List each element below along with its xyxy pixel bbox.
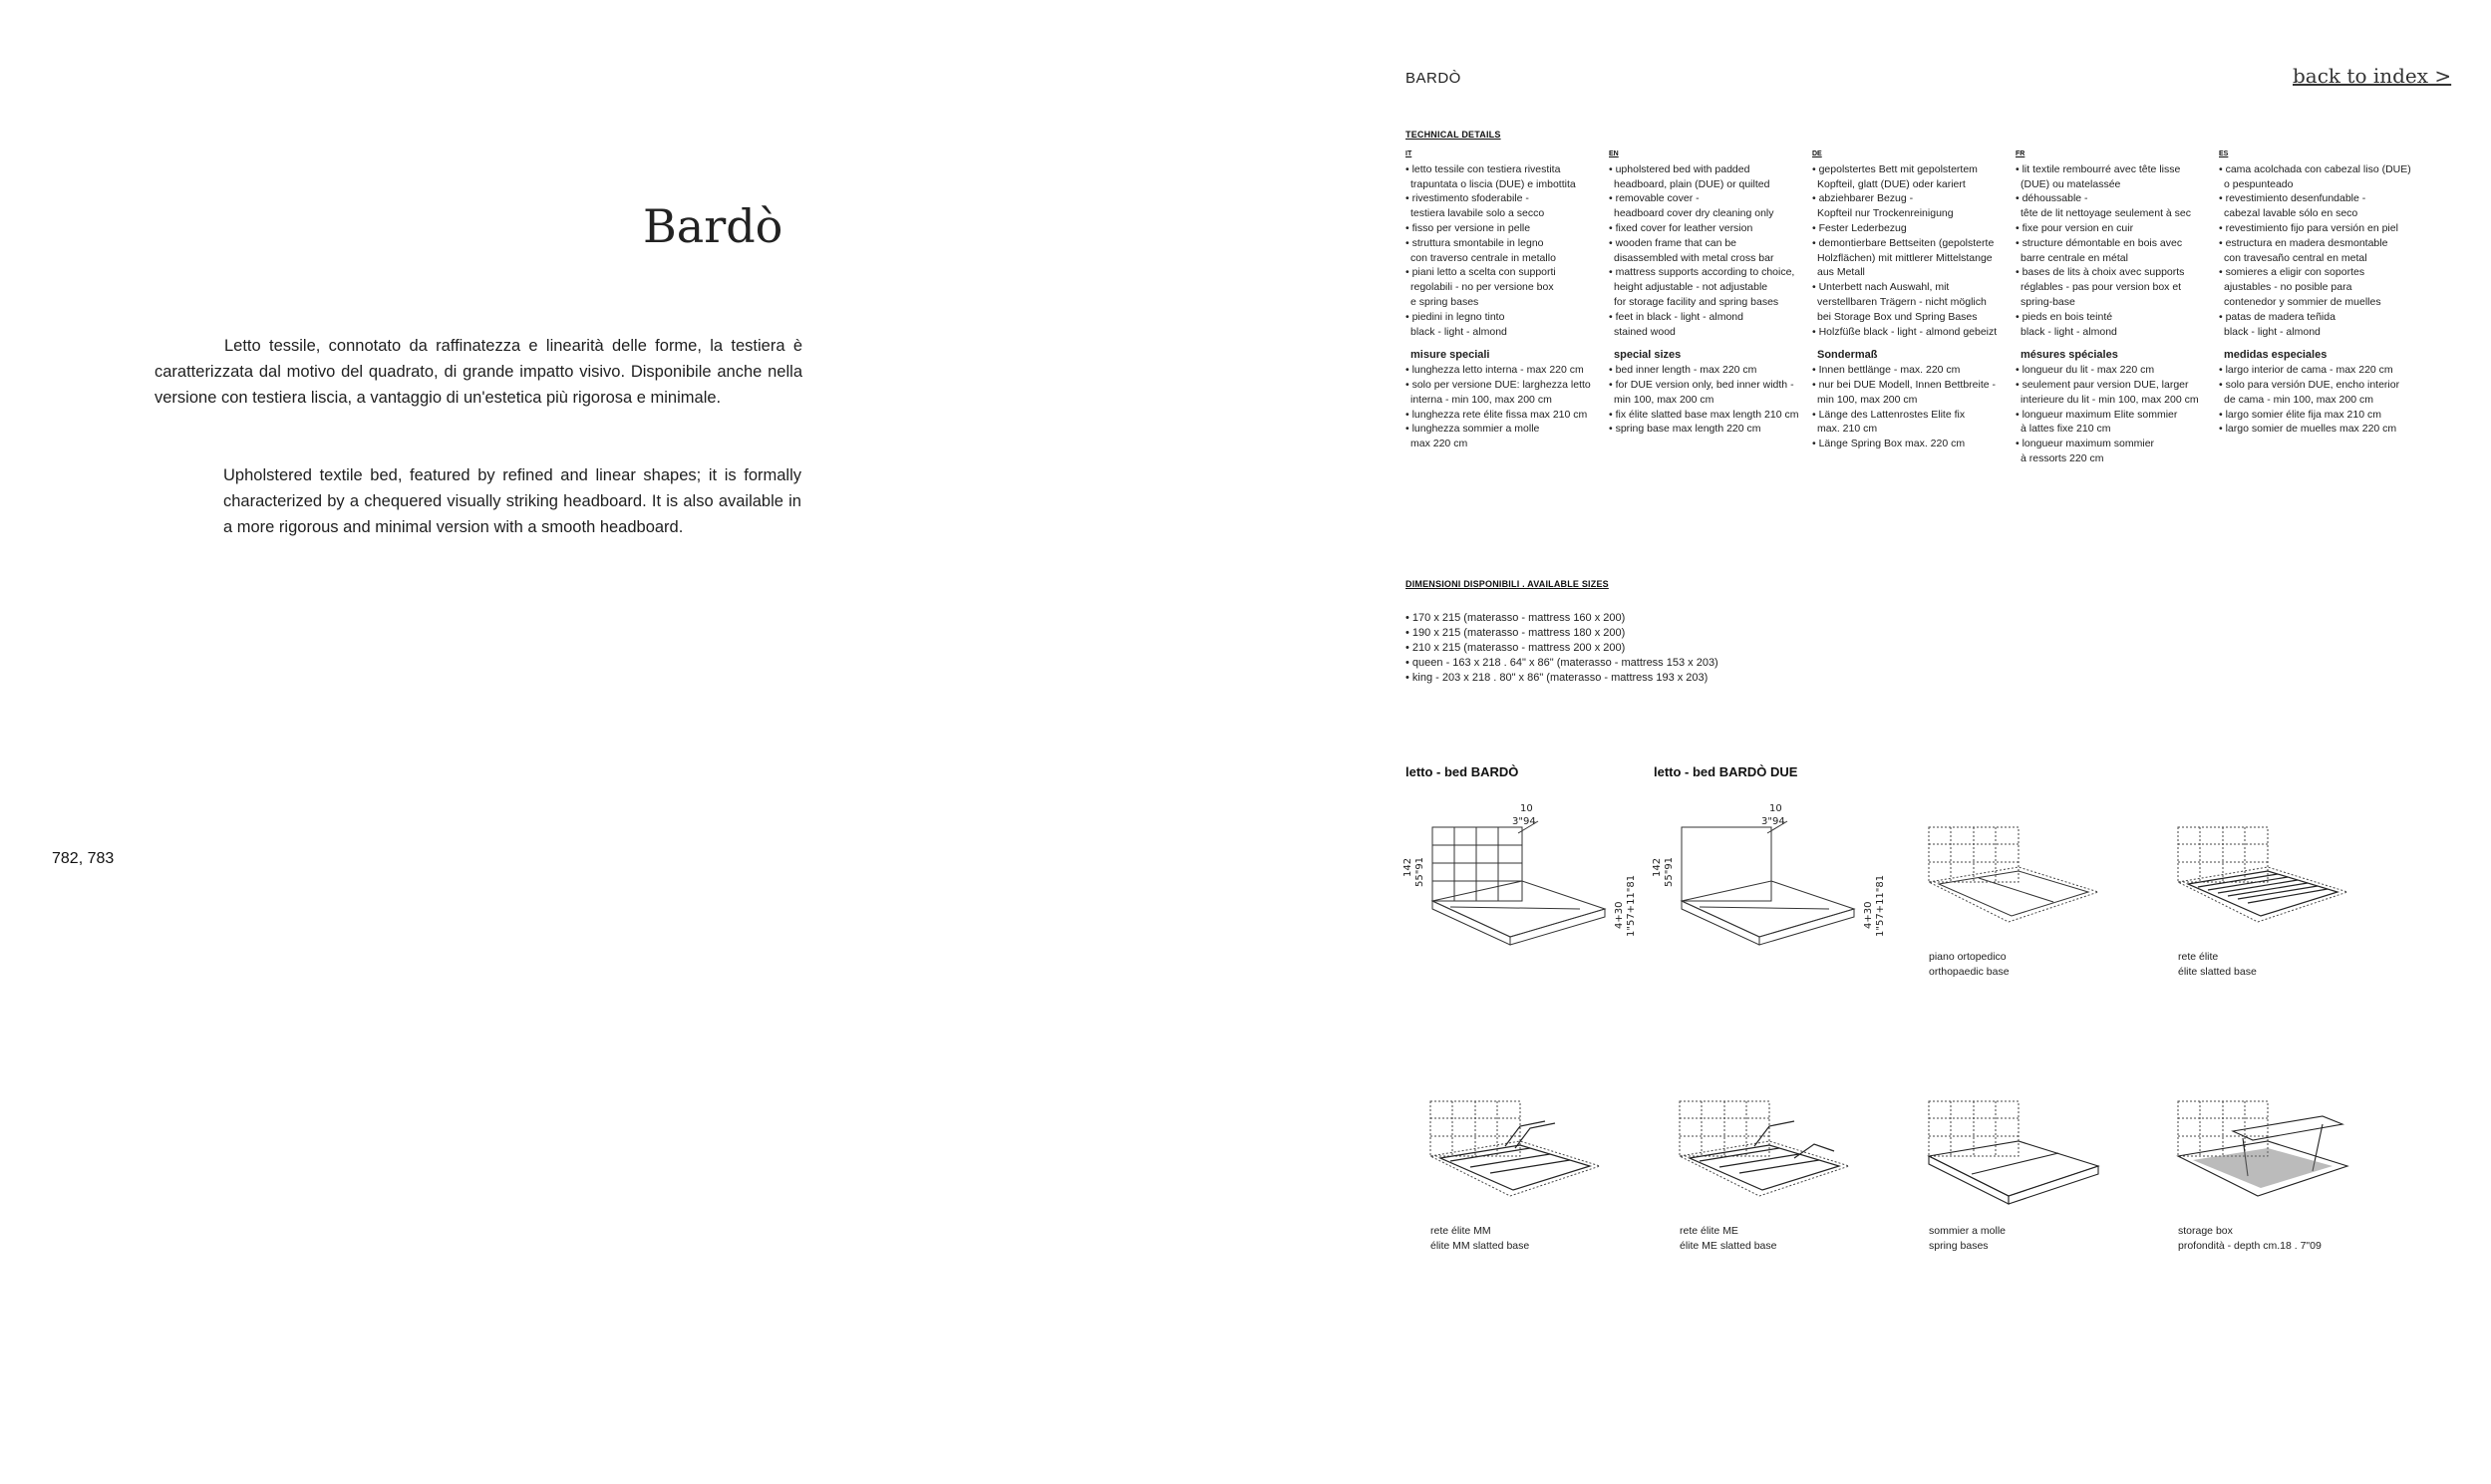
special-size-item: • lunghezza letto interna - max 220 cm — [1405, 363, 1605, 378]
header-product-name: BARDÒ — [1405, 70, 1461, 87]
tech-item: • upholstered bed with padded headboard, plain (DUE) or quilted — [1609, 162, 1808, 192]
elite-me-base-drawing — [1675, 1096, 1864, 1206]
dim-top-cm: 10 — [1769, 803, 1782, 814]
dim-top-in: 3"94 — [1512, 816, 1536, 827]
dim-height-cm: 142 — [1652, 857, 1663, 877]
language-label: ES — [2219, 150, 2229, 157]
language-label: EN — [1609, 150, 1619, 157]
tech-item: • bases de lits à choix avec supports réglables - pas pour version box et spring-base — [2016, 265, 2215, 309]
language-label: FR — [2016, 150, 2025, 157]
tech-column-es — [2219, 148, 2418, 437]
technical-details-heading: TECHNICAL DETAILS — [1405, 130, 1501, 140]
description-english: Upholstered textile bed, featured by refined and linear shapes; it is formally characterized by a chequered visually striking headboard. It is also available in a more rigorous and minimal version with a smooth headboard. — [223, 466, 801, 536]
tech-item: • removable cover - headboard cover dry cleaning only — [1609, 191, 1808, 221]
special-size-item: • longueur maximum Elite sommier à lattes fixe 210 cm — [2016, 408, 2215, 438]
tech-item: • rivestimento sfoderabile - testiera lavabile solo a secco — [1405, 191, 1605, 221]
tech-item: • demontierbare Bettseiten (gepolsterte Holzflächen) mit mittlerer Mittelstange aus Metall — [1812, 236, 2012, 280]
dim-foot-cm: 4+30 — [1863, 901, 1874, 929]
special-size-item: • largo somier de muelles max 220 cm — [2219, 422, 2418, 437]
tech-item: • Unterbett nach Auswahl, mit verstellbaren Trägern - nicht möglich bei Storage Box und Spring Bases — [1812, 280, 2012, 324]
elite-base-drawing — [2173, 822, 2362, 932]
special-size-item: • Länge des Lattenrostes Elite fix max. 210 cm — [1812, 408, 2012, 438]
special-size-item: • for DUE version only, bed inner width - min 100, max 200 cm — [1609, 378, 1808, 408]
bed-bardo-drawing — [1391, 797, 1650, 947]
tech-item: • revestimiento desenfundable - cabezal lavable sólo en seco — [2219, 191, 2418, 221]
tech-column-it — [1405, 148, 1605, 451]
bed-bardo-title: letto - bed BARDÒ — [1405, 764, 1519, 779]
base-caption-elite-mm: rete élite MM élite MM slatted base — [1430, 1225, 1530, 1252]
size-item: • queen - 163 x 218 . 64" x 86" (materasso - mattress 153 x 203) — [1405, 656, 1718, 671]
special-sizes-title: special sizes — [1614, 349, 1682, 362]
dim-foot-cm: 4+30 — [1614, 901, 1625, 929]
bed-bardo-due-title: letto - bed BARDÒ DUE — [1654, 764, 1798, 779]
size-item: • 210 x 215 (materasso - mattress 200 x 200) — [1405, 641, 1718, 656]
special-sizes-title: mésures spéciales — [2021, 349, 2118, 362]
special-sizes-title: misure speciali — [1410, 349, 1490, 362]
special-size-item: • Länge Spring Box max. 220 cm — [1812, 437, 2012, 451]
tech-item: • déhoussable - tête de lit nettoyage seulement à sec — [2016, 191, 2215, 221]
tech-item: • lit textile rembourré avec tête lisse (DUE) ou matelassée — [2016, 162, 2215, 192]
special-size-item: • spring base max length 220 cm — [1609, 422, 1808, 437]
base-caption-spring: sommier a molle spring bases — [1929, 1225, 2007, 1252]
tech-item: • piani letto a scelta con supporti regolabili - no per versione box e spring bases — [1405, 265, 1605, 309]
base-caption-orthopaedic: piano ortopedico orthopaedic base — [1929, 951, 2010, 978]
tech-item: • patas de madera teñida black - light - almond — [2219, 310, 2418, 340]
page-numbers: 782, 783 — [52, 850, 115, 867]
tech-item: • estructura en madera desmontable con travesaño central en metal — [2219, 236, 2418, 266]
dim-height-in: 55"91 — [1414, 856, 1425, 887]
spring-base-drawing — [1924, 1096, 2113, 1206]
language-label: IT — [1405, 150, 1412, 157]
sizes-heading: DIMENSIONI DISPONIBILI . AVAILABLE SIZES — [1405, 579, 1609, 589]
elite-mm-base-drawing — [1425, 1096, 1615, 1206]
size-item: • king - 203 x 218 . 80" x 86" (materasso - mattress 193 x 203) — [1405, 671, 1718, 686]
base-caption-elite: rete élite élite slatted base — [2178, 951, 2257, 978]
sizes-list — [1405, 611, 1718, 686]
tech-column-en — [1609, 148, 1808, 437]
tech-item: • piedini in legno tinto black - light - almond — [1405, 310, 1605, 340]
tech-item: • feet in black - light - almond stained wood — [1609, 310, 1808, 340]
storage-box-drawing — [2173, 1096, 2362, 1206]
tech-item: • structure démontable en bois avec barre centrale en métal — [2016, 236, 2215, 266]
dim-foot-in: 1"57+11"81 — [1875, 874, 1886, 937]
dim-height-in: 55"91 — [1664, 856, 1675, 887]
tech-item: • mattress supports according to choice, height adjustable - not adjustable for storage facility and spring bases — [1609, 265, 1808, 309]
dim-top-in: 3"94 — [1761, 816, 1785, 827]
dim-top-cm: 10 — [1520, 803, 1533, 814]
size-item: • 190 x 215 (materasso - mattress 180 x 200) — [1405, 626, 1718, 641]
base-caption-elite-me: rete élite ME élite ME slatted base — [1680, 1225, 1777, 1252]
special-sizes-title: medidas especiales — [2224, 349, 2328, 362]
special-size-item: • longueur du lit - max 220 cm — [2016, 363, 2215, 378]
special-size-item: • lunghezza sommier a molle max 220 cm — [1405, 422, 1605, 451]
bed-bardo-due-drawing — [1640, 797, 1899, 947]
special-size-item: • nur bei DUE Modell, Innen Bettbreite - min 100, max 200 cm — [1812, 378, 2012, 408]
description-italian: Letto tessile, connotato da raffinatezza e linearità delle forme, la testiera è caratterizzata dal motivo del quadrato, di grande impatto visivo. Disponibile anche nella versione con testiera liscia, a vantaggio di un'estetica più rigorosa e minimale. — [155, 337, 802, 407]
special-size-item: • largo somier élite fija max 210 cm — [2219, 408, 2418, 423]
special-size-item: • longueur maximum sommier à ressorts 220 cm — [2016, 437, 2215, 466]
tech-item: • fisso per versione in pelle — [1405, 221, 1605, 236]
special-size-item: • solo per versione DUE: larghezza letto interna - min 100, max 200 cm — [1405, 378, 1605, 408]
special-size-item: • solo para versión DUE, encho interior de cama - min 100, max 200 cm — [2219, 378, 2418, 408]
tech-item: • fixed cover for leather version — [1609, 221, 1808, 236]
dim-foot-in: 1"57+11"81 — [1626, 874, 1637, 937]
language-label: DE — [1812, 150, 1822, 157]
tech-item: • cama acolchada con cabezal liso (DUE) o pespunteado — [2219, 162, 2418, 192]
tech-item: • struttura smontabile in legno con traverso centrale in metallo — [1405, 236, 1605, 266]
tech-item: • wooden frame that can be disassembled with metal cross bar — [1609, 236, 1808, 266]
tech-item: • gepolstertes Bett mit gepolstertem Kopfteil, glatt (DUE) oder kariert — [1812, 162, 2012, 192]
base-caption-storage-box: storage box profondità - depth cm.18 . 7"09 — [2178, 1225, 2322, 1252]
special-size-item: • seulement paur version DUE, larger interieure du lit - min 100, max 200 cm — [2016, 378, 2215, 408]
tech-item: • somieres a eligir con soportes ajustables - no posible para contenedor y sommier de muelles — [2219, 265, 2418, 309]
tech-column-de — [1812, 148, 2012, 451]
tech-item: • revestimiento fijo para versión en piel — [2219, 221, 2418, 236]
back-to-index-link[interactable]: back to index > — [2293, 64, 2452, 88]
special-size-item: • bed inner length - max 220 cm — [1609, 363, 1808, 378]
size-item: • 170 x 215 (materasso - mattress 160 x 200) — [1405, 611, 1718, 626]
tech-column-fr — [2016, 148, 2215, 466]
tech-item: • abziehbarer Bezug - Kopfteil nur Trockenreinigung — [1812, 191, 2012, 221]
tech-item: • Holzfüße black - light - almond gebeizt — [1812, 325, 2012, 340]
special-size-item: • fix élite slatted base max length 210 cm — [1609, 408, 1808, 423]
product-title: Bardò — [643, 199, 783, 253]
tech-item: • letto tessile con testiera rivestita trapuntata o liscia (DUE) e imbottita — [1405, 162, 1605, 192]
tech-item: • fixe pour version en cuir — [2016, 221, 2215, 236]
special-size-item: • lunghezza rete élite fissa max 210 cm — [1405, 408, 1605, 423]
special-sizes-title: Sondermaß — [1817, 349, 1878, 362]
special-size-item: • largo interior de cama - max 220 cm — [2219, 363, 2418, 378]
tech-item: • Fester Lederbezug — [1812, 221, 2012, 236]
orthopaedic-base-drawing — [1924, 822, 2113, 932]
special-size-item: • Innen bettlänge - max. 220 cm — [1812, 363, 2012, 378]
dim-height-cm: 142 — [1402, 857, 1413, 877]
tech-item: • pieds en bois teinté black - light - almond — [2016, 310, 2215, 340]
